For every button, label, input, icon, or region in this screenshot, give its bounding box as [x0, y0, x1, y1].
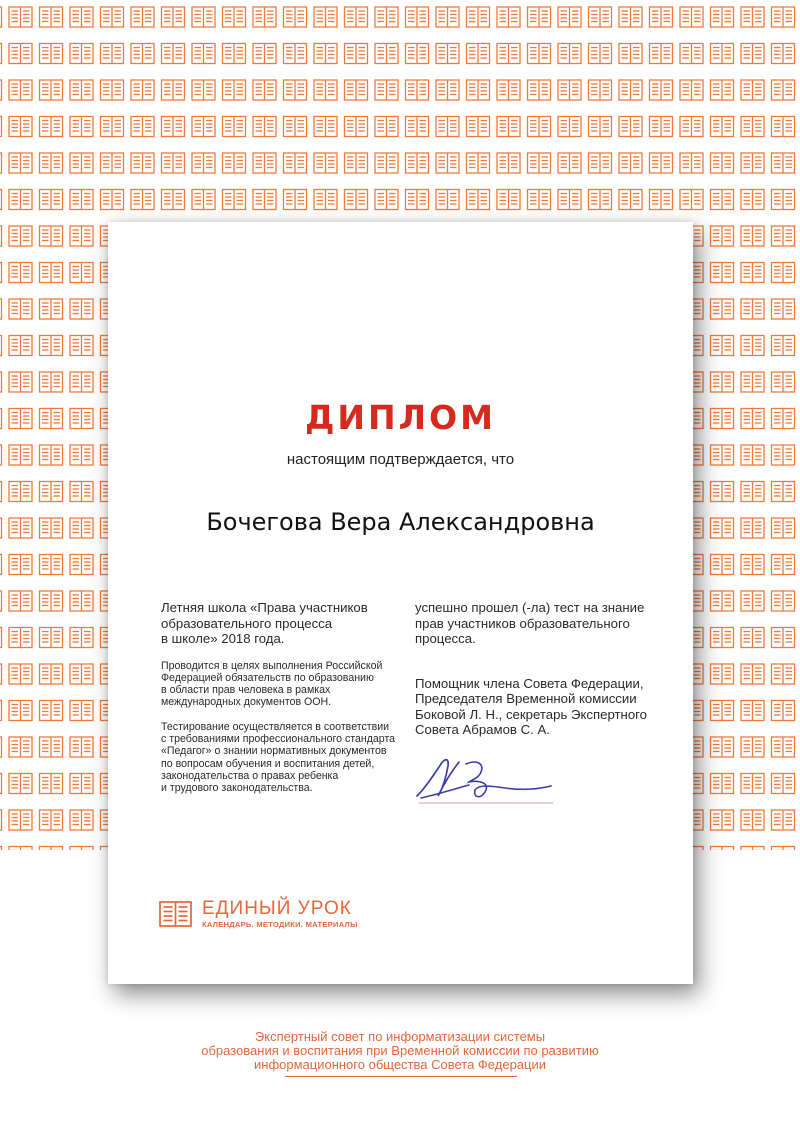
diploma-subtitle: настоящим подтверждается, что: [286, 451, 515, 468]
footer-organization: Экспертный совет по информатизации системы образования и воспитания при Временной комиссии по развитию информационного общества Совета Федерации: [201, 1029, 599, 1072]
footer-divider: [285, 1076, 517, 1077]
testing-text: Тестирование осуществляется в соответствии с требованиями профессионального стандарта «Педагог» о знании нормативных документов по вопросам обучения и воспитания детей, законодательства о правах ребенка и трудового законодательства.: [161, 720, 396, 795]
recipient-name: Бочегова Вера Александровна: [206, 508, 595, 536]
right-column: [415, 600, 675, 751]
signature-image: [411, 752, 561, 812]
result-text: успешно прошел (-ла) тест на знание прав участников образовательного процесса.: [415, 600, 645, 646]
left-column: [161, 600, 406, 806]
logo-name: ЕДИНЫЙ УРОК: [202, 898, 352, 919]
logo-tagline: КАЛЕНДАРЬ. МЕТОДИКИ. МАТЕРИАЛЫ: [202, 920, 358, 929]
school-description: Летняя школа «Права участников образовательного процесса в школе» 2018 года.: [161, 600, 368, 646]
edinyi-urok-logo: [159, 898, 358, 933]
purpose-text: Проводится в целях выполнения Российской Федерацией обязательств по образованию в области прав человека в рамках международных документов ООН.: [161, 659, 383, 709]
diploma-title: ДИПЛОМ: [305, 398, 496, 437]
diploma-sheet: [108, 222, 693, 984]
signatory-text: Помощник члена Совета Федерации, Председателя Временной комиссии Боковой Л. Н., секретарь Экспертного Совета Абрамов С. А.: [415, 675, 648, 737]
book-icon: [159, 900, 193, 928]
